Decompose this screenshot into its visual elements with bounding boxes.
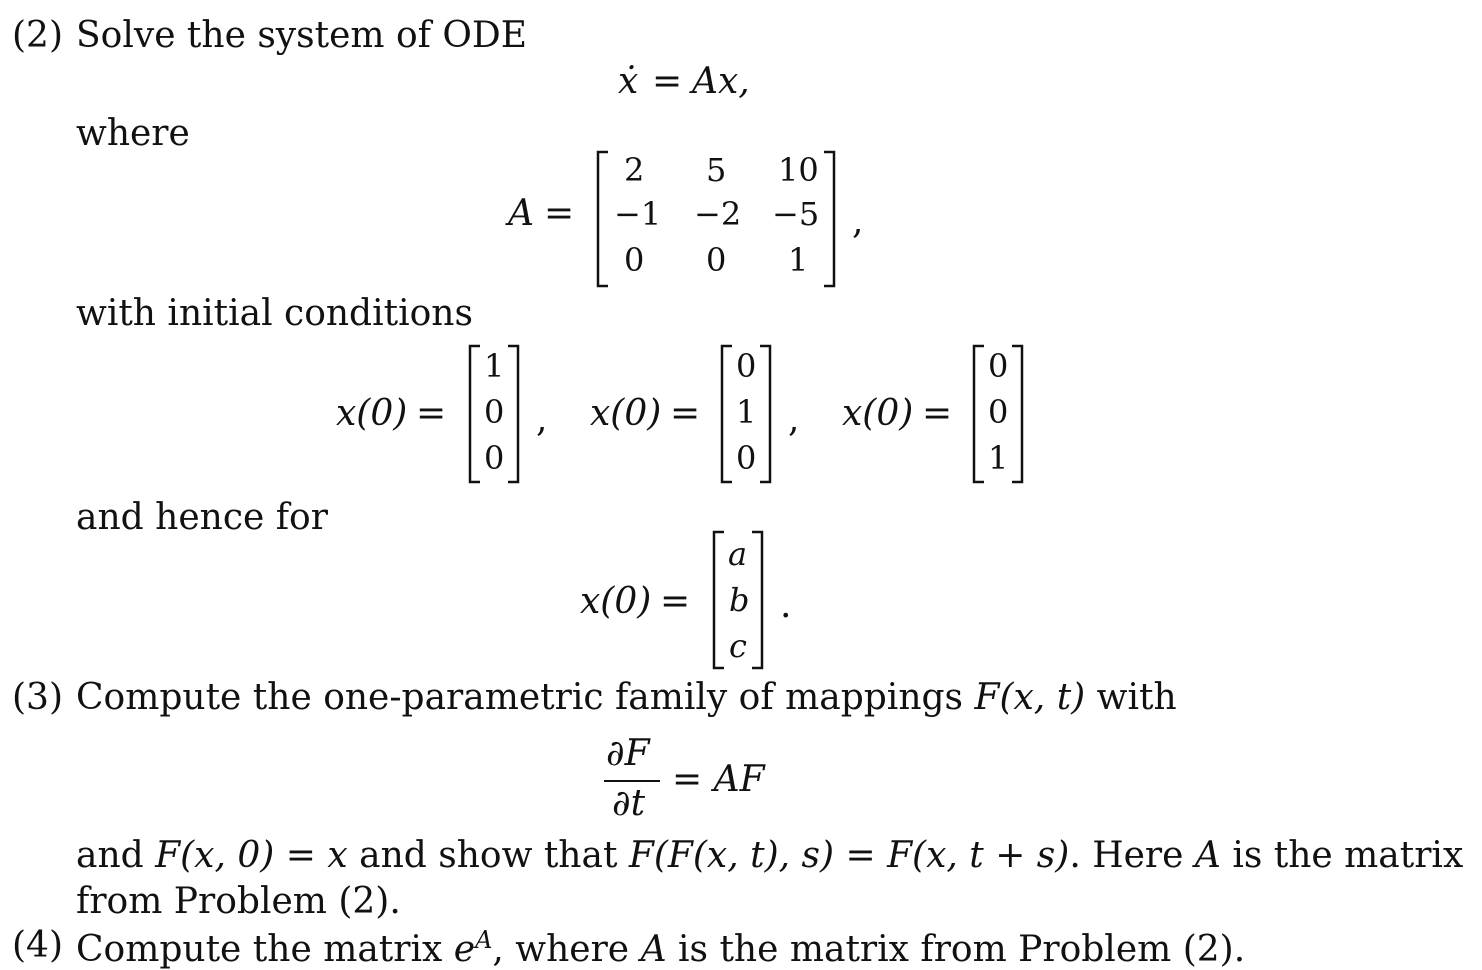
- problem-4-math: A: [640, 929, 667, 970]
- line1-part: and: [76, 835, 156, 876]
- matrix-cell: −2: [694, 195, 742, 233]
- problem-2-label: (2): [12, 15, 63, 56]
- ic-lhs: x(0): [590, 393, 662, 434]
- general-vector-cell: a: [728, 535, 748, 573]
- equation-rhs: Ax,: [692, 61, 750, 102]
- ic-equals: =: [922, 393, 953, 434]
- ic-vector-cell: 0: [988, 347, 1009, 385]
- problem-3-intro-tail: with: [1085, 677, 1177, 718]
- where-text: where: [76, 113, 190, 154]
- ic-equals: =: [670, 393, 701, 434]
- matrix-cell: −1: [614, 195, 662, 233]
- exp-base: e: [453, 929, 476, 970]
- ic-vector-cell: 1: [484, 347, 505, 385]
- problem-4-label: (4): [12, 925, 63, 966]
- ic-vector-cell: 1: [736, 393, 757, 431]
- matrix-cell: 5: [706, 151, 727, 189]
- problem-4-part: is the matrix from Problem (2).: [666, 929, 1246, 970]
- frac-numerator: ∂F: [606, 733, 650, 774]
- general-vector-cell: c: [729, 627, 747, 665]
- matrix-cell: 0: [624, 241, 645, 279]
- ic-vector-cell: 0: [484, 439, 505, 477]
- line1-math: A: [1194, 835, 1221, 876]
- matrix-cell: 10: [778, 151, 819, 189]
- ic-vector-cell: 1: [988, 439, 1009, 477]
- problem-2-intro: Solve the system of ODE: [76, 15, 528, 56]
- matrix-comma: ,: [852, 201, 864, 242]
- with-initial-text: with initial conditions: [76, 293, 473, 334]
- ic-comma: ,: [788, 399, 800, 440]
- ic-lhs: x(0): [336, 393, 408, 434]
- line1-part: and show that: [347, 835, 629, 876]
- matrix-cell: −5: [772, 195, 820, 233]
- ic-lhs: x(0): [580, 581, 652, 622]
- ic-vector-cell: 0: [484, 393, 505, 431]
- ic-vector-cell: 0: [988, 393, 1009, 431]
- ic-equals: =: [416, 393, 447, 434]
- problem-3-label: (3): [12, 677, 63, 718]
- problem-4-part: , where: [492, 929, 641, 970]
- frac-denominator: ∂t: [612, 783, 646, 824]
- ic-vector-cell: 0: [736, 347, 757, 385]
- problem-3-line1: [76, 835, 1464, 876]
- matrix-cell: 0: [706, 241, 727, 279]
- line1-math: F(F(x, t), s) = F(x, t + s): [628, 835, 1070, 876]
- ic-equals: =: [660, 581, 691, 622]
- matrix-equals: =: [544, 193, 575, 234]
- matrix-cell: 1: [788, 241, 809, 279]
- problem-3-intro: [76, 677, 1177, 718]
- ic-lhs: x(0): [842, 393, 914, 434]
- problem-3-intro-fn: F(x, t): [974, 677, 1086, 718]
- general-vector-cell: b: [729, 581, 750, 619]
- line1-part: is the matrix: [1220, 835, 1464, 876]
- matrix-name: A: [508, 193, 534, 234]
- problem-3-line2: from Problem (2).: [76, 881, 401, 922]
- exp-superscript: A: [475, 926, 493, 954]
- problem-4-part: Compute the matrix: [76, 929, 454, 970]
- ic-vector-cell: 0: [736, 439, 757, 477]
- frac-rhs: = AF: [672, 759, 765, 800]
- line1-part: . Here: [1069, 835, 1195, 876]
- equation-xdot: ẋ: [618, 61, 639, 102]
- equation-equals: =: [652, 61, 683, 102]
- ic-comma: ,: [536, 399, 548, 440]
- matrix-left-bracket: [598, 152, 608, 286]
- frac-line: [604, 780, 660, 782]
- matrix-right-bracket: [824, 152, 834, 286]
- and-hence-text: and hence for: [76, 497, 328, 538]
- general-period: .: [780, 585, 792, 626]
- matrix-cell: 2: [624, 151, 645, 189]
- problem-4-text: [76, 928, 1245, 968]
- line1-math: F(x, 0) = x: [155, 835, 348, 876]
- problem-3-intro-text: Compute the one-parametric family of mappings: [76, 677, 975, 718]
